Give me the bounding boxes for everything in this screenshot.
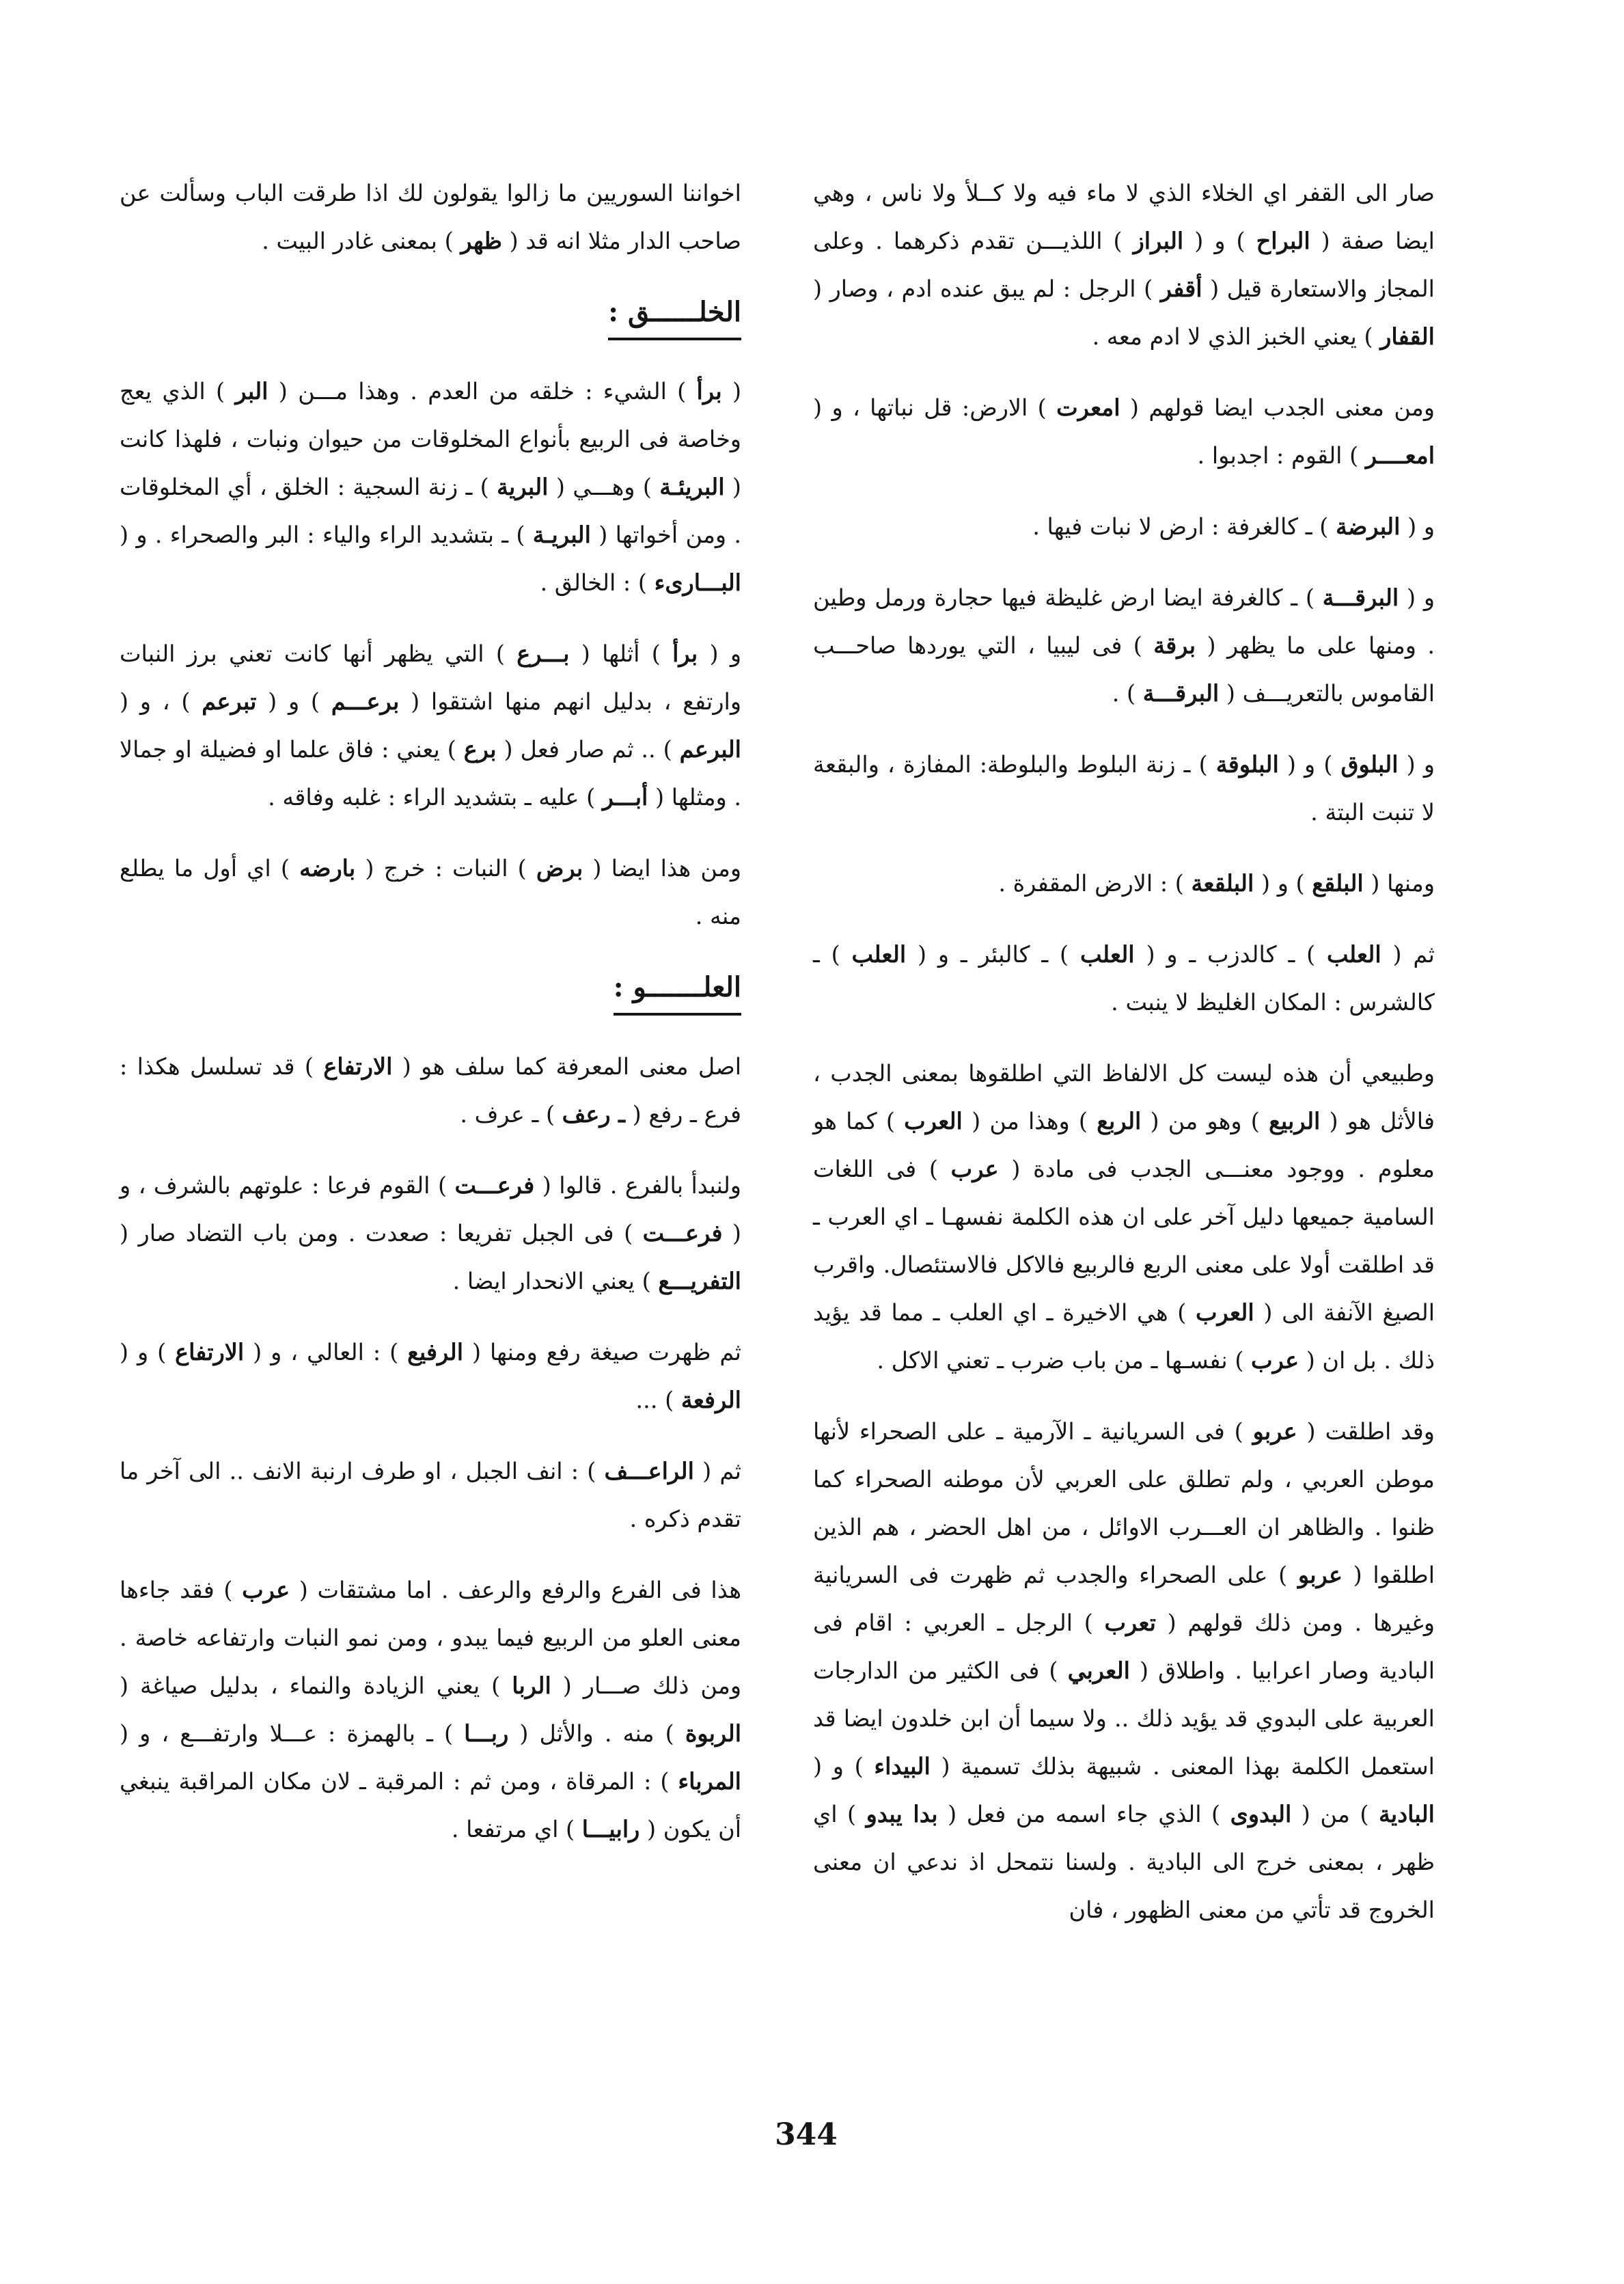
paragraph: و ( البلوق ) و ( البلوقة ) ـ زنة البلوط والبلوطة: المفازة ، والبقعة لا تنبت البتة .: [813, 751, 1435, 826]
paragraph: ثم ظهرت صيغة رفع ومنها ( الرفيع ) : العالي ، و ( الارتفاع ) و ( الرفعة ) ...: [120, 1339, 741, 1413]
paragraph: و ( برأ ) أثلها ( بـــرع ) التي يظهر أنها كانت تعني برز النبات وارتفع ، بدليل انهم منها اشتقوا ( برعـــم ) و ( تبرعم ) ، و ( البرعم ) .. ثم صار فعل ( برع ) يعني : فاق علما او فضيلة او جمالا . ومثلها ( أبـــر ) عليه ـ بتشديد الراء : غلبه وفاقه .: [120, 640, 742, 811]
page-number: 344: [775, 2117, 838, 2152]
paragraph: ثم ( الراعـــف ) : انف الجبل ، او طرف ارنبة الانف .. الى آخر ما تقدم ذكره .: [120, 1458, 741, 1532]
paragraph: ( برأ ) الشيء : خلقه من العدم . وهذا مـــن ( البر ) الذي يعج وخاصة فى الربيع بأنواع المخلوقات من حيوان ونبات ، فلهذا كانت ( البريئـة ) وهـــي ( البرية ) ـ زنة السجية : الخلق ، أي المخلوقات . ومن أخواتها ( البريـة ) ـ بتشديد الراء والياء : البر والصحراء . و ( البـــارىء ) : الخالق .: [120, 378, 742, 596]
paragraph: ومن هذا ايضا ( برض ) النبات : خرج ( بارضه ) اي أول ما يطلع منه .: [120, 855, 741, 929]
paragraph: ومن معنى الجدب ايضا قولهم ( امعرت ) الارض: قل نباتها ، و ( امعــــر ) القوم : اجدبوا .: [813, 394, 1435, 469]
section-heading-text: الخلــــــق :: [608, 288, 741, 340]
paragraph: ثم ( العلب ) ـ كالدزب ـ و ( العلب ) ـ كالبئر ـ و ( العلب ) ـ كالشرس : المكان الغليظ لا ينبت .: [813, 941, 1435, 1016]
paragraph: اصل معنى المعرفة كما سلف هو ( الارتفاع ) قد تسلسل هكذا : فرع ـ رفع ( ـ رعف ) ـ عرف .: [120, 1053, 742, 1128]
paragraph: و ( البرضة ) ـ كالغرفة : ارض لا نبات فيها .: [1032, 513, 1435, 540]
paragraph: و ( البرقـــة ) ـ كالغرفة ايضا ارض غليظة فيها حجارة ورمل وطين . ومنها على ما يظهر ( برقة ) فى ليبيا ، التي يوردها صاحـــب القاموس بالتعريـــف ( البرقـــة ) .: [813, 584, 1435, 707]
paragraph: ولنبدأ بالفرع . قالوا ( فرعـــت ) القوم فرعا : علوتهم بالشرف ، و ( فرعـــت ) فى الجبل تفريعا : صعدت . ومن باب التضاد صار ( التفريـــع ) يعني الانحدار ايضا .: [120, 1172, 741, 1294]
left-column: [120, 169, 741, 1877]
paragraph: ومنها ( البلقع ) و ( البلقعة ) : الارض المقفرة .: [998, 870, 1435, 897]
paragraph: وطبيعي أن هذه ليست كل الالفاظ التي اطلقوها بمعنى الجدب ، فالأثل هو ( الربيع ) وهو من ( الربع ) وهذا من ( العرب ) كما هو معلوم . ووجود معنـــى الجدب فى مادة ( عرب ) فى اللغات السامية جميعها دليل آخر على ان هذه الكلمة نفسهـا ـ اي العرب ـ قد اطلقت أولا على معنى الربع فالربيع فالاكل فالاستئصال. واقرب الصيغ الآنفة الى ( العرب ) هي الاخيرة ـ اي العلب ـ مما قد يؤيد ذلك . بل ان ( عرب ) نفسـها ـ من باب ضرب ـ تعني الاكل .: [813, 1060, 1435, 1374]
section-heading-khalq: [120, 288, 741, 340]
right-column: [813, 169, 1435, 1957]
paragraph: صار الى القفر اي الخلاء الذي لا ماء فيه ولا كــلأ ولا ناس ، وهي ايضا صفة ( البراح ) و ( البراز ) اللذيـــن تقدم ذكرهما . وعلى المجاز والاستعارة قيل ( أقفر ) الرجل : لم يبق عنده ادم ، وصار ( القفار ) يعني الخبز الذي لا ادم معه .: [813, 180, 1435, 350]
section-heading-text: العلـــــــو :: [614, 964, 741, 1016]
paragraph: اخواننا السوريين ما زالوا يقولون لك اذا طرقت الباب وسألت عن صاحب الدار مثلا انه قد ( ظهر ) بمعنى غادر البيت .: [120, 180, 741, 254]
paragraph: وقد اطلقت ( عربو ) فى السريانية ـ الآرمية ـ على الصحراء لأنها موطن العربي ، ولم تطلق على العربي لأن موطنه الصحراء كما ظنوا . والظاهر ان العـــرب الاوائل ، من اهل الحضر ، هم الذين اطلقوا ( عربو ) على الصحراء والجدب ثم ظهرت فى السريانية وغيرها . ومن ذلك قولهم ( تعرب ) الرجل ـ العربي : اقام فى البادية وصار اعرابيا . واطلاق ( العربي ) فى الكثير من الدارجات العربية على البدوي قد يؤيد ذلك .. ولا سيما أن ابن خلدون ايضا قد استعمل الكلمة بهذا المعنى . شبيهة بذلك تسمية ( البيداء ) و ( البادية ) من ( البدوى ) الذي جاء اسمه من فعل ( بدا يبدو ) اي ظهر ، بمعنى خرج الى البادية . ولسنا نتمحل اذ ندعي ان معنى الخروج قد تأتي من معنى الظهور ، فان: [813, 1418, 1435, 1923]
section-heading-ulu: [120, 964, 741, 1016]
paragraph: هذا فى الفرع والرفع والرعف . اما مشتقات ( عرب ) فقد جاءها معنى العلو من الربيع فيما يبدو ، ومن نمو النبات وارتفاعه خاصة . ومن ذلك صـــار ( الربا ) يعني الزيادة والنماء ، بدليل صياغة ( الربوة ) منه . والأثل ( ربـــا ) ـ بالهمزة : عـــلا وارتفـــع ، و ( المرباء ) : المرقاة ، ومن ثم : المرقبة ـ لان مكان المراقبة ينبغي أن يكون ( رابيـــا ) اي مرتفعا .: [120, 1577, 742, 1843]
